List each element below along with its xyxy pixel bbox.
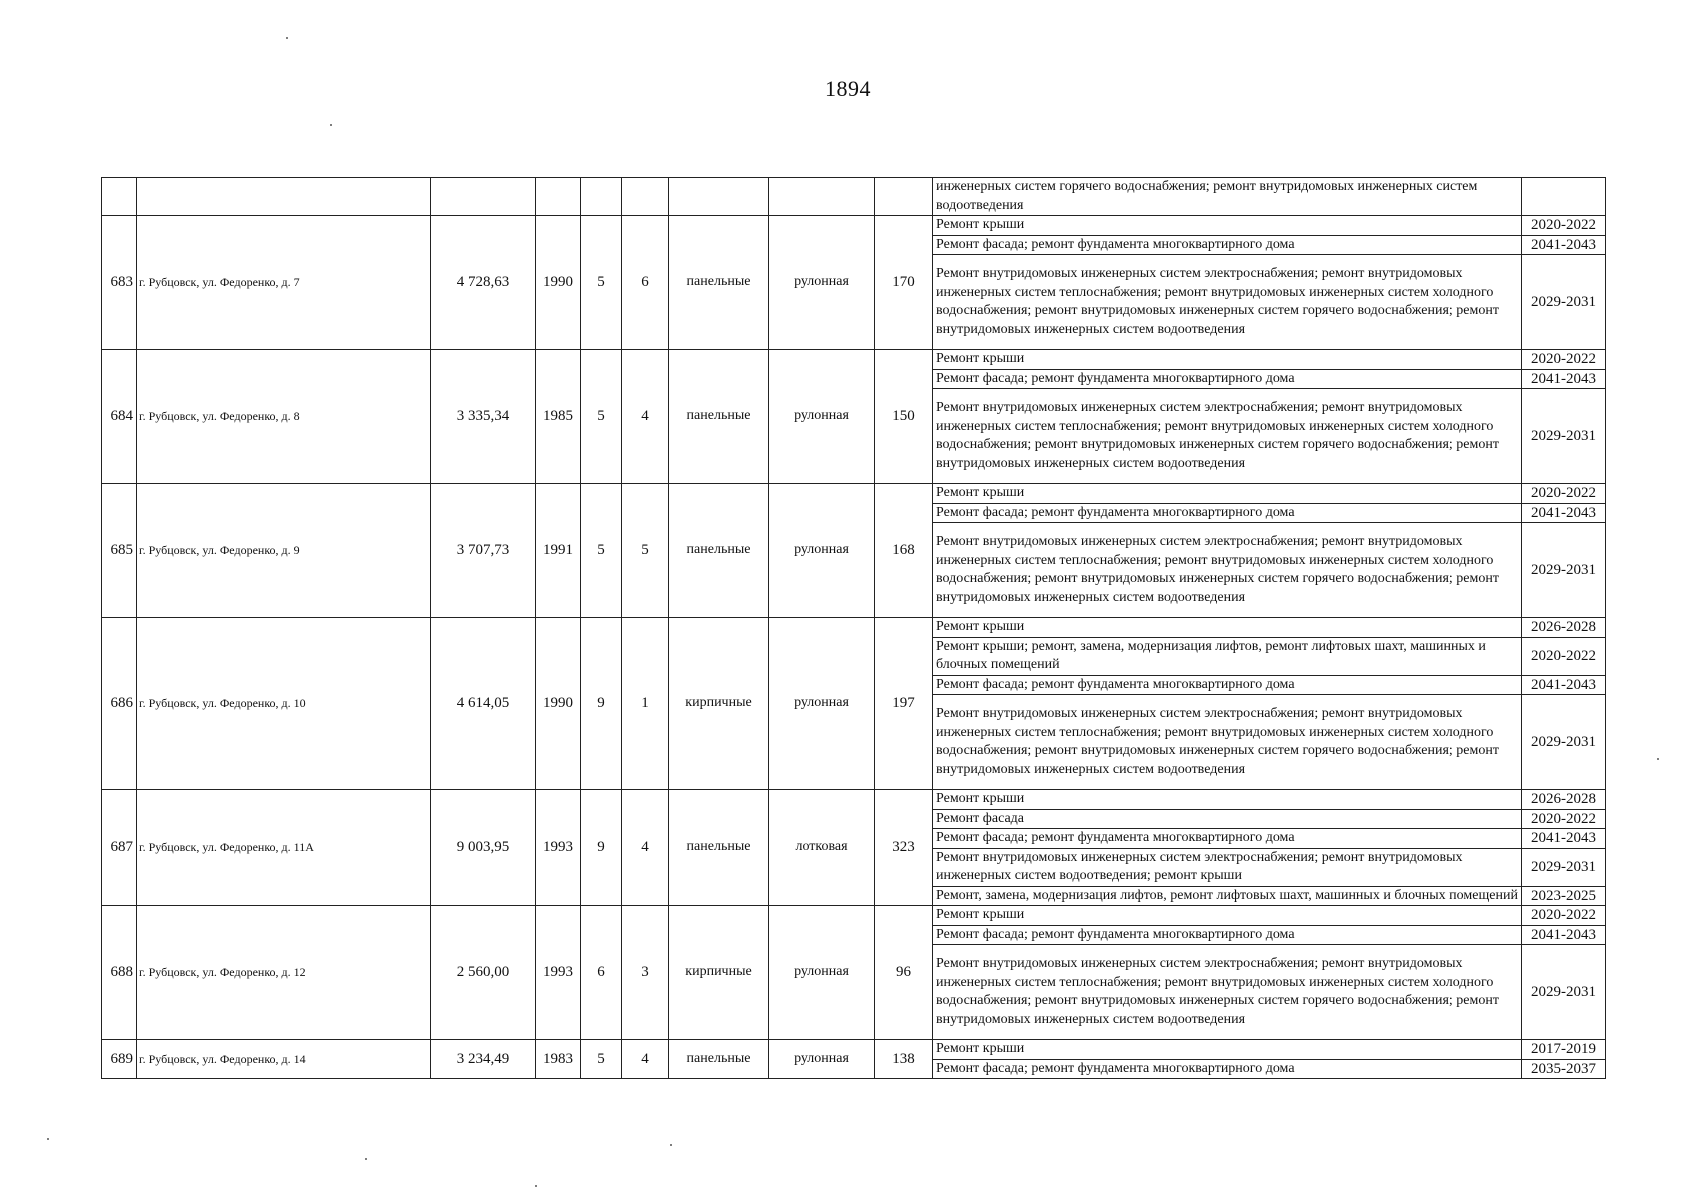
entrances-cell: 4 bbox=[622, 790, 669, 906]
work-cell: Ремонт, замена, модернизация лифтов, ремонт лифтовых шахт, машинных и блочных помещений bbox=[933, 886, 1522, 906]
year-cell: 1991 bbox=[536, 484, 581, 618]
empty-cell bbox=[669, 178, 769, 216]
year-cell: 1990 bbox=[536, 618, 581, 790]
wall-material-cell: кирпичные bbox=[669, 618, 769, 790]
period-cell: 2029-2031 bbox=[1522, 848, 1606, 886]
period-cell bbox=[1522, 178, 1606, 216]
period-cell: 2020-2022 bbox=[1522, 906, 1606, 926]
address-cell: г. Рубцовск, ул. Федоренко, д. 10 bbox=[137, 618, 431, 790]
empty-cell bbox=[431, 178, 536, 216]
year-cell: 1993 bbox=[536, 790, 581, 906]
floors-cell: 5 bbox=[581, 484, 622, 618]
work-cell: Ремонт внутридомовых инженерных систем электроснабжения; ремонт внутридомовых инженерных систем водоотведения; ремонт крыши bbox=[933, 848, 1522, 886]
apartments-cell: 150 bbox=[875, 350, 933, 484]
scan-speck bbox=[535, 1185, 537, 1187]
floors-cell: 6 bbox=[581, 906, 622, 1040]
work-cell: Ремонт фасада; ремонт фундамента многоквартирного дома bbox=[933, 369, 1522, 389]
period-cell: 2029-2031 bbox=[1522, 945, 1606, 1040]
year-cell: 1993 bbox=[536, 906, 581, 1040]
scan-speck bbox=[286, 37, 288, 39]
scan-speck bbox=[47, 1138, 49, 1140]
work-cell: Ремонт крыши bbox=[933, 618, 1522, 638]
period-cell: 2035-2037 bbox=[1522, 1059, 1606, 1079]
floors-cell: 5 bbox=[581, 350, 622, 484]
work-cell: Ремонт фасада; ремонт фундамента многоквартирного дома bbox=[933, 1059, 1522, 1079]
period-cell: 2029-2031 bbox=[1522, 695, 1606, 790]
period-cell: 2041-2043 bbox=[1522, 369, 1606, 389]
roof-type-cell: рулонная bbox=[769, 350, 875, 484]
period-cell: 2029-2031 bbox=[1522, 389, 1606, 484]
work-cell: Ремонт крыши bbox=[933, 906, 1522, 926]
apartments-cell: 96 bbox=[875, 906, 933, 1040]
period-cell: 2041-2043 bbox=[1522, 503, 1606, 523]
address-cell: г. Рубцовск, ул. Федоренко, д. 14 bbox=[137, 1040, 431, 1079]
work-cell: Ремонт фасада; ремонт фундамента многоквартирного дома bbox=[933, 675, 1522, 695]
period-cell: 2041-2043 bbox=[1522, 235, 1606, 255]
period-cell: 2020-2022 bbox=[1522, 350, 1606, 370]
work-cell: Ремонт внутридомовых инженерных систем электроснабжения; ремонт внутридомовых инженерных систем теплоснабжения; ремонт внутридомовых инженерных систем холодного водоснабжения; ремонт внутридомовых инженерных систем горячего водоснабжения; ремонт внутридомовых инженерных систем водоотведения bbox=[933, 945, 1522, 1040]
work-cell: Ремонт фасада bbox=[933, 809, 1522, 829]
wall-material-cell: панельные bbox=[669, 216, 769, 350]
house-row bbox=[102, 350, 1606, 370]
area-cell: 2 560,00 bbox=[431, 906, 536, 1040]
work-cell: Ремонт крыши; ремонт, замена, модернизация лифтов, ремонт лифтовых шахт, машинных и блочных помещений bbox=[933, 637, 1522, 675]
empty-cell bbox=[622, 178, 669, 216]
wall-material-cell: панельные bbox=[669, 350, 769, 484]
row-number: 688 bbox=[102, 906, 137, 1040]
wall-material-cell: панельные bbox=[669, 790, 769, 906]
period-cell: 2041-2043 bbox=[1522, 829, 1606, 849]
empty-cell bbox=[102, 178, 137, 216]
work-cell: Ремонт фасада; ремонт фундамента многоквартирного дома bbox=[933, 829, 1522, 849]
work-cell: Ремонт крыши bbox=[933, 350, 1522, 370]
row-number: 687 bbox=[102, 790, 137, 906]
entrances-cell: 1 bbox=[622, 618, 669, 790]
wall-material-cell: кирпичные bbox=[669, 906, 769, 1040]
scan-speck bbox=[330, 124, 332, 126]
period-cell: 2020-2022 bbox=[1522, 809, 1606, 829]
year-cell: 1985 bbox=[536, 350, 581, 484]
work-cell: Ремонт фасада; ремонт фундамента многоквартирного дома bbox=[933, 503, 1522, 523]
period-cell: 2023-2025 bbox=[1522, 886, 1606, 906]
scan-speck bbox=[1657, 758, 1659, 760]
area-cell: 3 335,34 bbox=[431, 350, 536, 484]
roof-type-cell: рулонная bbox=[769, 1040, 875, 1079]
period-cell: 2026-2028 bbox=[1522, 618, 1606, 638]
address-cell: г. Рубцовск, ул. Федоренко, д. 8 bbox=[137, 350, 431, 484]
work-cell: Ремонт внутридомовых инженерных систем электроснабжения; ремонт внутридомовых инженерных систем теплоснабжения; ремонт внутридомовых инженерных систем холодного водоснабжения; ремонт внутридомовых инженерных систем горячего водоснабжения; ремонт внутридомовых инженерных систем водоотведения bbox=[933, 523, 1522, 618]
row-number: 689 bbox=[102, 1040, 137, 1079]
empty-cell bbox=[875, 178, 933, 216]
work-cell: Ремонт крыши bbox=[933, 790, 1522, 810]
area-cell: 9 003,95 bbox=[431, 790, 536, 906]
apartments-cell: 168 bbox=[875, 484, 933, 618]
row-number: 685 bbox=[102, 484, 137, 618]
address-cell: г. Рубцовск, ул. Федоренко, д. 11А bbox=[137, 790, 431, 906]
period-cell: 2041-2043 bbox=[1522, 675, 1606, 695]
address-cell: г. Рубцовск, ул. Федоренко, д. 9 bbox=[137, 484, 431, 618]
apartments-cell: 138 bbox=[875, 1040, 933, 1079]
period-cell: 2020-2022 bbox=[1522, 484, 1606, 504]
work-cell: Ремонт внутридомовых инженерных систем электроснабжения; ремонт внутридомовых инженерных систем теплоснабжения; ремонт внутридомовых инженерных систем холодного водоснабжения; ремонт внутридомовых инженерных систем горячего водоснабжения; ремонт внутридомовых инженерных систем водоотведения bbox=[933, 695, 1522, 790]
work-cell: Ремонт внутридомовых инженерных систем электроснабжения; ремонт внутридомовых инженерных систем теплоснабжения; ремонт внутридомовых инженерных систем холодного водоснабжения; ремонт внутридомовых инженерных систем горячего водоснабжения; ремонт внутридомовых инженерных систем водоотведения bbox=[933, 255, 1522, 350]
wall-material-cell: панельные bbox=[669, 1040, 769, 1079]
house-row bbox=[102, 1040, 1606, 1060]
floors-cell: 9 bbox=[581, 790, 622, 906]
period-cell: 2029-2031 bbox=[1522, 523, 1606, 618]
area-cell: 4 728,63 bbox=[431, 216, 536, 350]
page-number: 1894 bbox=[825, 76, 871, 101]
area-cell: 4 614,05 bbox=[431, 618, 536, 790]
work-cell: Ремонт крыши bbox=[933, 216, 1522, 236]
area-cell: 3 234,49 bbox=[431, 1040, 536, 1079]
entrances-cell: 4 bbox=[622, 350, 669, 484]
period-cell: 2041-2043 bbox=[1522, 925, 1606, 945]
work-cell: Ремонт крыши bbox=[933, 484, 1522, 504]
period-cell: 2020-2022 bbox=[1522, 637, 1606, 675]
house-row bbox=[102, 618, 1606, 638]
roof-type-cell: рулонная bbox=[769, 216, 875, 350]
work-cell: Ремонт внутридомовых инженерных систем электроснабжения; ремонт внутридомовых инженерных систем теплоснабжения; ремонт внутридомовых инженерных систем холодного водоснабжения; ремонт внутридомовых инженерных систем горячего водоснабжения; ремонт внутридомовых инженерных систем водоотведения bbox=[933, 389, 1522, 484]
work-cell: Ремонт фасада; ремонт фундамента многоквартирного дома bbox=[933, 235, 1522, 255]
capital-repair-table bbox=[101, 177, 1606, 1079]
roof-type-cell: лотковая bbox=[769, 790, 875, 906]
entrances-cell: 3 bbox=[622, 906, 669, 1040]
floors-cell: 5 bbox=[581, 1040, 622, 1079]
roof-type-cell: рулонная bbox=[769, 906, 875, 1040]
house-row bbox=[102, 790, 1606, 810]
period-cell: 2020-2022 bbox=[1522, 216, 1606, 236]
entrances-cell: 4 bbox=[622, 1040, 669, 1079]
floors-cell: 5 bbox=[581, 216, 622, 350]
address-cell: г. Рубцовск, ул. Федоренко, д. 12 bbox=[137, 906, 431, 1040]
scan-speck bbox=[670, 1144, 672, 1146]
wall-material-cell: панельные bbox=[669, 484, 769, 618]
entrances-cell: 6 bbox=[622, 216, 669, 350]
apartments-cell: 323 bbox=[875, 790, 933, 906]
carryover-row bbox=[102, 178, 1606, 216]
work-cell: Ремонт фасада; ремонт фундамента многоквартирного дома bbox=[933, 925, 1522, 945]
empty-cell bbox=[137, 178, 431, 216]
empty-cell bbox=[581, 178, 622, 216]
row-number: 683 bbox=[102, 216, 137, 350]
work-cell: инженерных систем горячего водоснабжения; ремонт внутридомовых инженерных систем водоотведения bbox=[933, 178, 1522, 216]
year-cell: 1990 bbox=[536, 216, 581, 350]
table-body bbox=[102, 178, 1606, 1079]
floors-cell: 9 bbox=[581, 618, 622, 790]
row-number: 686 bbox=[102, 618, 137, 790]
year-cell: 1983 bbox=[536, 1040, 581, 1079]
period-cell: 2029-2031 bbox=[1522, 255, 1606, 350]
house-row bbox=[102, 906, 1606, 926]
period-cell: 2017-2019 bbox=[1522, 1040, 1606, 1060]
area-cell: 3 707,73 bbox=[431, 484, 536, 618]
row-number: 684 bbox=[102, 350, 137, 484]
entrances-cell: 5 bbox=[622, 484, 669, 618]
roof-type-cell: рулонная bbox=[769, 618, 875, 790]
apartments-cell: 197 bbox=[875, 618, 933, 790]
house-row bbox=[102, 216, 1606, 236]
address-cell: г. Рубцовск, ул. Федоренко, д. 7 bbox=[137, 216, 431, 350]
empty-cell bbox=[769, 178, 875, 216]
scan-speck bbox=[365, 1158, 367, 1160]
house-row bbox=[102, 484, 1606, 504]
period-cell: 2026-2028 bbox=[1522, 790, 1606, 810]
apartments-cell: 170 bbox=[875, 216, 933, 350]
roof-type-cell: рулонная bbox=[769, 484, 875, 618]
empty-cell bbox=[536, 178, 581, 216]
work-cell: Ремонт крыши bbox=[933, 1040, 1522, 1060]
